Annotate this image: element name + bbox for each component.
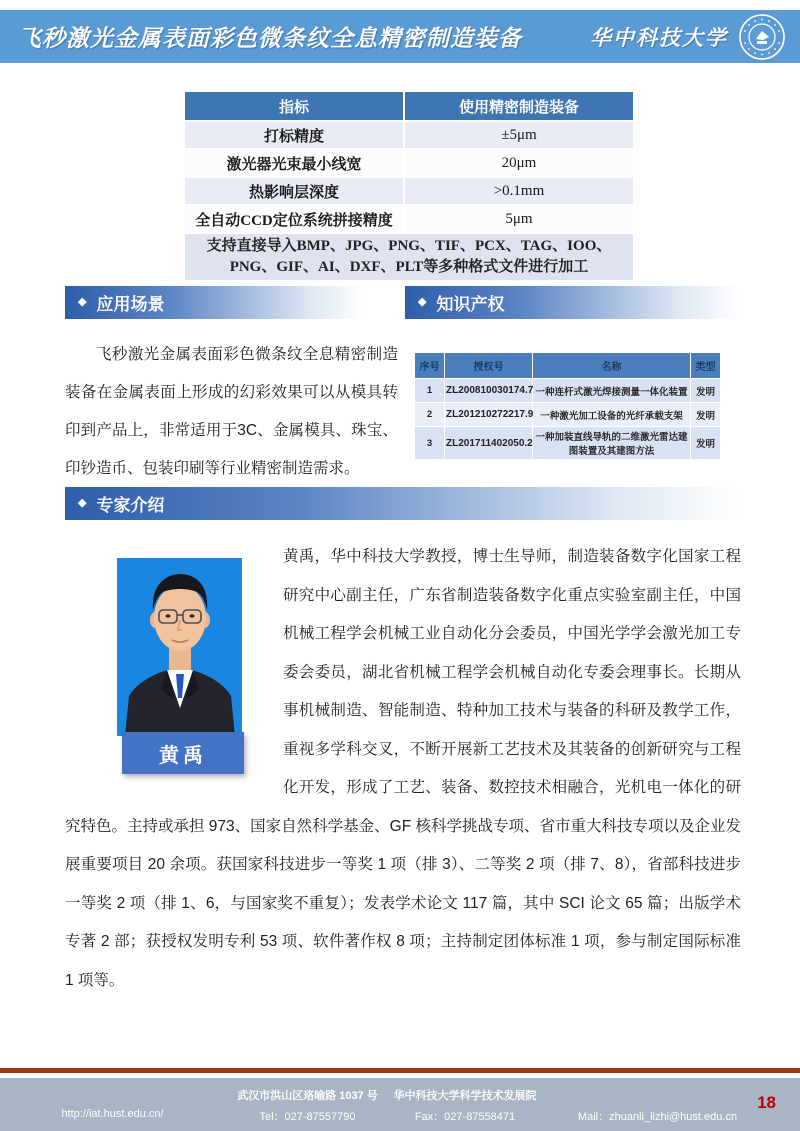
spec-value: 5μm: [404, 205, 634, 233]
header-right: [590, 13, 786, 61]
table-row: [184, 149, 634, 177]
patent-id: ZL201711402050.2: [445, 427, 533, 460]
footer-fax: Fax：027-87558471: [414, 1111, 516, 1123]
patent-id: ZL201210272217.9: [445, 403, 533, 427]
page-number: 18: [757, 1093, 776, 1112]
application-paragraph: 飞秒激光金属表面彩色微条纹全息精密制造装备在金属表面上形成的幻彩效果可以从模具转印到产品上，非常适用于3C、金属模具、珠宝、印钞造币、包装印刷等行业精密制造需求。: [65, 346, 398, 477]
footer-grid: [0, 1078, 800, 1124]
table-row: [415, 403, 721, 427]
spec-table: [183, 90, 635, 282]
patent-col-name: 名称: [533, 353, 691, 379]
table-row: [184, 121, 634, 149]
patent-type: 发明: [691, 427, 721, 460]
diamond-bullet-icon: ◆: [78, 296, 87, 308]
patent-col-type: 类型: [691, 353, 721, 379]
table-row: [415, 427, 721, 460]
spec-table-header-row: [184, 91, 634, 121]
table-row: [415, 379, 721, 403]
patent-type: 发明: [691, 403, 721, 427]
spec-name: 打标精度: [184, 121, 404, 149]
section-header-ip: [405, 286, 740, 319]
spec-value: 20μm: [404, 149, 634, 177]
footer-tel: Tel：027-87557790: [259, 1111, 356, 1123]
diamond-bullet-icon: ◆: [78, 497, 87, 509]
section-header-application: [65, 286, 365, 319]
spec-col-indicator: 指标: [184, 91, 404, 121]
footer-spacer: [0, 1087, 225, 1103]
footer-spacer: [540, 1087, 775, 1103]
patent-col-id: 授权号: [445, 353, 533, 379]
expert-bio: 黄禹，华中科技大学教授，博士生导师，制造装备数字化国家工程研究中心副主任，广东省制造装备数字化重点实验室副主任，中国机械工程学会机械工业自动化分会委员，中国光学学会激光加工专委会委员，湖北省机械工程学会机械自动化专委会理事长。长期从事机械制造、智能制造、特种加工技术与装备的科研及教学工作，重视多学科交叉，不断开展新工艺技术及其装备的创新研究与工程化开发，形成了工艺、装备、数控技术相融合，光机电一体化的研究特色。主持或承担 973、国家自然科学基金、GF 核科学挑战专项、省市重大科技专项以及企业发展重要项目 20 余项。获国家科技进步一等奖 1 项（排 3）、二等奖 2 项（排 7、8），省部科技进步一等奖 2 项（排 1、6，与国家奖不重复）；发表学术论文 117 篇，其中 SCI 论文 65 篇；出版学术专著 2 部；获授权发明专利 53 项、软件著作权 8 项；主持制定团体标准 1 项，参与制定国际标准 1 项等。: [65, 548, 742, 989]
expert-photo-card: [65, 538, 283, 790]
patent-no: 1: [415, 379, 445, 403]
spec-name: 热影响层深度: [184, 177, 404, 205]
patent-name: 一种加装直线导轨的二维激光雷达建图装置及其建图方法: [533, 427, 691, 460]
patent-no: 3: [415, 427, 445, 460]
table-row: [184, 205, 634, 233]
spec-footnote-row: [184, 233, 634, 281]
diamond-bullet-icon: ◆: [418, 296, 427, 308]
patent-col-no: 序号: [415, 353, 445, 379]
section-header-expert: [65, 487, 740, 520]
footer-website-link[interactable]: http://iat.hust.edu.cn/: [61, 1108, 164, 1120]
patent-name: 一种连杆式激光焊接测量一体化装置: [533, 379, 691, 403]
expert-photo: [117, 558, 242, 736]
patent-no: 2: [415, 403, 445, 427]
footer-address: 武汉市洪山区珞喻路 1037 号: [237, 1090, 378, 1102]
university-name: 华中科技大学: [590, 24, 728, 50]
expert-block: [65, 538, 741, 1000]
expert-name-plate: 黄禹: [122, 732, 244, 774]
patent-table: [414, 352, 721, 460]
university-seal-icon: [738, 13, 786, 61]
spec-name: 激光器光束最小线宽: [184, 149, 404, 177]
patent-table-header-row: [415, 353, 721, 379]
spec-name: 全自动CCD定位系统拼接精度: [184, 205, 404, 233]
spec-value: ±5μm: [404, 121, 634, 149]
section-title: 知识产权: [436, 295, 505, 314]
footer-divider: [0, 1068, 800, 1073]
header-banner: [0, 10, 800, 63]
spec-col-equipment: 使用精密制造装备: [404, 91, 634, 121]
table-row: [184, 177, 634, 205]
page-title: 飞秒激光金属表面彩色微条纹全息精密制造装备: [18, 25, 522, 52]
patent-name: 一种激光加工设备的光纤承载支架: [533, 403, 691, 427]
footer-mail-link[interactable]: Mail：zhuanli_lizhi@hust.edu.cn: [577, 1111, 738, 1123]
section-title: 专家介绍: [96, 496, 165, 515]
spec-value: >0.1mm: [404, 177, 634, 205]
footer-institute: 华中科技大学科学技术发展院: [393, 1090, 537, 1102]
patent-id: ZL200810030174.7: [445, 379, 533, 403]
section-title: 应用场景: [96, 295, 165, 314]
spec-footnote: 支持直接导入BMP、JPG、PNG、TIF、PCX、TAG、IOO、PNG、GIF、AI、DXF、PLT等多种格式文件进行加工: [184, 233, 634, 281]
footer: [0, 1078, 800, 1131]
patent-type: 发明: [691, 379, 721, 403]
